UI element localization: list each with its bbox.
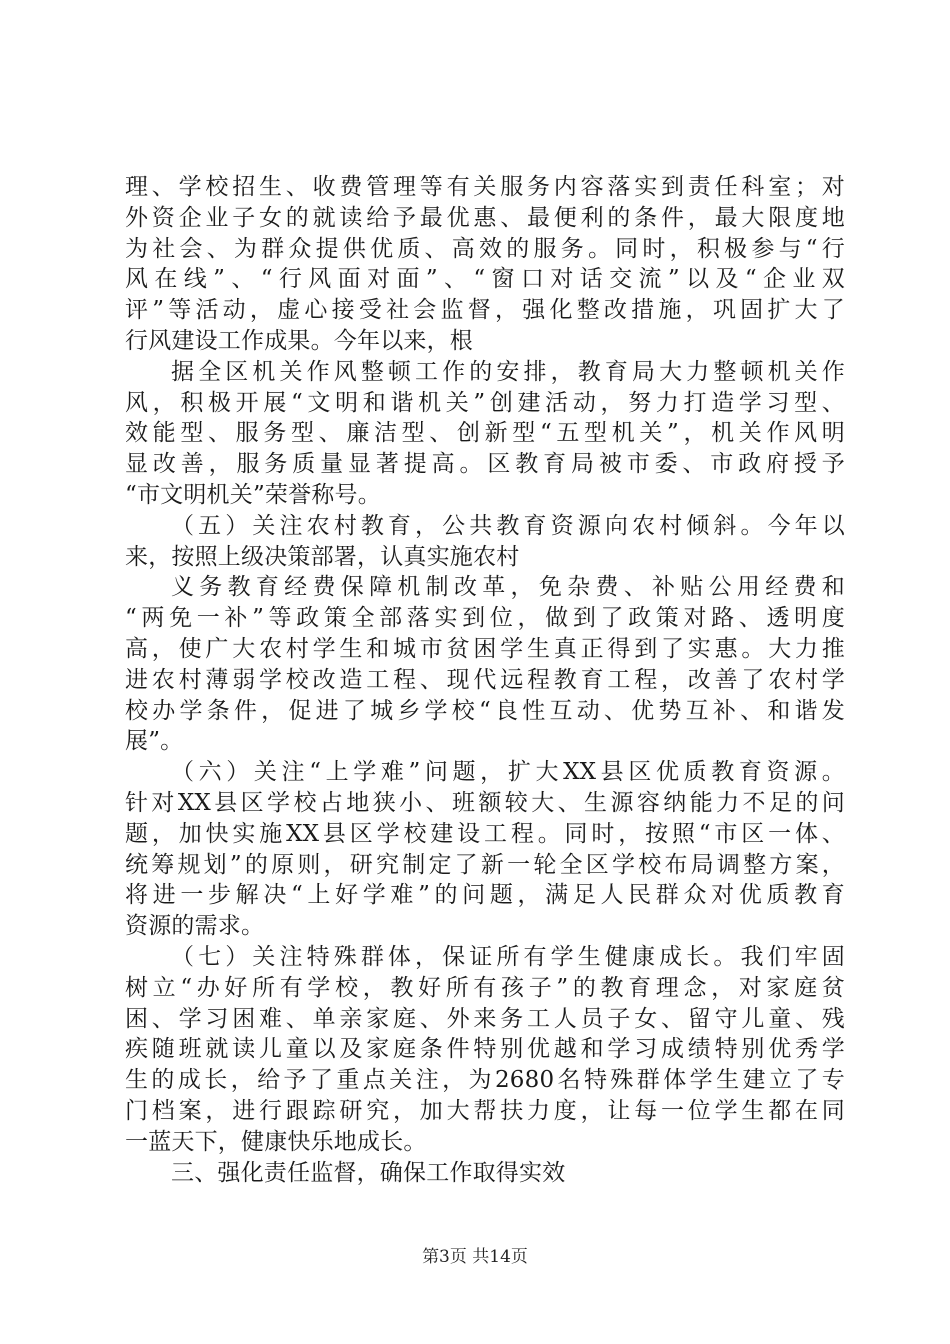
text-line: 门档案，进行跟踪研究，加大帮扶力度，让每一位学生都在同	[125, 1097, 845, 1124]
text-line: 理、学校招生、收费管理等有关服务内容落实到责任科室；对	[125, 174, 845, 200]
text-line: 困、学习困难、单亲家庭、外来务工人员子女、留守儿童、残	[125, 1005, 845, 1032]
text-line: 展”。	[125, 728, 184, 755]
text-line: 一蓝天下，健康快乐地成长。	[125, 1128, 427, 1155]
text-line: 生的成长，给予了重点关注，为2680名特殊群体学生建立了专	[125, 1067, 845, 1094]
text-line: “两免一补”等政策全部落实到位，做到了政策对路、透明度	[125, 605, 845, 632]
text-line: 疾随班就读儿童以及家庭条件特别优越和学习成绩特别优秀学	[125, 1036, 845, 1063]
text-line: 针对XX县区学校占地狭小、班额较大、生源容纳能力不足的问	[125, 789, 845, 816]
text-line: （七）关注特殊群体，保证所有学生健康成长。我们牢固	[171, 943, 845, 970]
text-line: 显改善，服务质量显著提高。区教育局被市委、市政府授予	[125, 451, 845, 478]
text-line: “市文明机关”荣誉称号。	[125, 481, 381, 508]
text-line: 来，按照上级决策部署，认真实施农村	[125, 543, 520, 570]
text-line: 将进一步解决“上好学难”的问题，满足人民群众对优质教育	[125, 882, 845, 909]
body-text	[125, 172, 845, 1188]
text-line: 为社会、为群众提供优质、高效的服务。同时，积极参与“行	[125, 235, 845, 262]
text-line: 据全区机关作风整顿工作的安排，教育局大力整顿机关作	[171, 358, 845, 385]
text-line: 树立“办好所有学校，教好所有孩子”的教育理念，对家庭贫	[125, 974, 845, 1001]
text-line: 外资企业子女的就读给予最优惠、最便利的条件，最大限度地	[125, 204, 845, 231]
text-line: 风，积极开展“文明和谐机关”创建活动，努力打造学习型、	[125, 389, 845, 416]
text-line: 风在线”、“行风面对面”、“窗口对话交流”以及“企业双	[125, 266, 845, 293]
text-line: （六）关注“上学难”问题，扩大XX县区优质教育资源。	[171, 759, 845, 786]
text-line: 校办学条件，促进了城乡学校“良性互动、优势互补、和谐发	[125, 697, 845, 724]
text-line: 评”等活动，虚心接受社会监督，强化整改措施，巩固扩大了	[125, 297, 845, 324]
text-line: 统筹规划”的原则，研究制定了新一轮全区学校布局调整方案，	[125, 851, 845, 878]
text-line: 进农村薄弱学校改造工程、现代远程教育工程，改善了农村学	[125, 666, 845, 693]
text-line: 行风建设工作成果。今年以来，根	[125, 327, 473, 354]
text-line: 效能型、服务型、廉洁型、创新型“五型机关”，机关作风明	[125, 420, 845, 447]
text-line: 题，加快实施XX县区学校建设工程。同时，按照“市区一体、	[125, 820, 845, 847]
text-line: 义务教育经费保障机制改革，免杂费、补贴公用经费和	[171, 574, 845, 601]
text-line: 资源的需求。	[125, 913, 265, 940]
page-footer: 第3页 共14页	[422, 1247, 528, 1267]
text-line: 高，使广大农村学生和城市贫困学生真正得到了实惠。大力推	[125, 635, 845, 662]
text-line: （五）关注农村教育，公共教育资源向农村倾斜。今年以	[171, 512, 845, 539]
text-line: 三、强化责任监督，确保工作取得实效	[171, 1159, 566, 1186]
